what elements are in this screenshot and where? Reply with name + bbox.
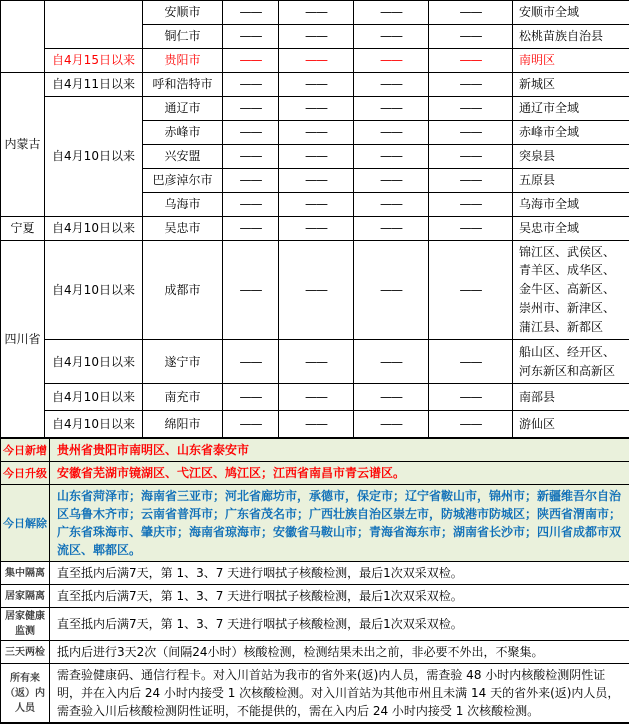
city-cell: 乌海市 [143,192,223,216]
policy-row-home-quarantine [1,585,629,608]
policy-row-three-day-two-tests [1,641,629,664]
dash-cell: —— [279,1,354,25]
table-row [1,1,629,25]
dash-cell: —— [279,96,354,120]
policy-label: 三天两检 [1,641,50,664]
dash-cell: —— [223,384,279,411]
district-cell: 南部县 [513,384,629,411]
policy-row-all-arrivals [1,664,629,724]
summary-label: 今日升级 [1,462,50,485]
dash-cell: —— [223,240,279,340]
summary-label: 今日解除 [1,485,50,562]
dash-cell: —— [354,24,429,48]
policy-content: 直至抵内后满7天，第 1、3、7 天进行咽拭子核酸检测，最后1次双采双检。 [50,585,629,608]
summary-row-upgraded-today [1,462,629,485]
dash-cell: —— [354,216,429,240]
dash-cell: —— [279,340,354,384]
dash-cell: —— [429,144,513,168]
dash-cell: —— [279,144,354,168]
dash-cell: —— [223,72,279,96]
dash-cell: —— [354,192,429,216]
dash-cell: —— [279,72,354,96]
dash-cell: —— [223,120,279,144]
city-cell: 南充市 [143,384,223,411]
dash-cell: —— [223,216,279,240]
dash-cell: —— [354,384,429,411]
dash-cell: —— [429,340,513,384]
district-cell: 安顺市全域 [513,1,629,25]
policy-label: 所有来（返）内人员 [1,664,50,724]
city-cell: 呼和浩特市 [143,72,223,96]
city-cell: 赤峰市 [143,120,223,144]
city-cell: 安顺市 [143,1,223,25]
dash-cell: —— [279,48,354,72]
province-cell: 宁夏 [1,216,45,240]
policy-label: 居家隔离 [1,585,50,608]
summary-content: 安徽省芜湖市镜湖区、弋江区、鸠江区；江西省南昌市青云谱区。 [50,462,629,485]
date-cell: 自4月10日以来 [45,240,143,340]
dash-cell: —— [429,240,513,340]
province-cell: 四川省 [1,240,45,438]
summary-content: 山东省菏泽市；海南省三亚市；河北省廊坊市，承德市，保定市；辽宁省鞍山市，锦州市；新疆维吾尔自治区乌鲁木齐市；云南省普洱市；广东省茂名市；广西壮族自治区崇左市，防城港市防城区；陕西省渭南市；广东省珠海市、肇庆市；海南省琼海市；安徽省马鞍山市；青海省海东市；湖南省长沙市；四川省成都市双流区、郫都区。 [50,485,629,562]
dash-cell: —— [429,384,513,411]
dash-cell: —— [279,216,354,240]
summary-row-released-today [1,485,629,562]
summary-row-new-today [1,439,629,462]
dash-cell: —— [354,144,429,168]
date-cell: 自4月10日以来 [45,411,143,438]
table-row [1,216,629,240]
date-cell: 自4月15日以来 [45,48,143,72]
policy-content: 直至抵内后满7天，第 1、3、7 天进行咽拭子核酸检测，最后1次双采双检。 [50,608,629,641]
table-row [1,240,629,340]
dash-cell: —— [279,24,354,48]
dash-cell: —— [429,48,513,72]
table-row [1,411,629,438]
city-cell: 成都市 [143,240,223,340]
policy-label: 集中隔离 [1,562,50,585]
city-cell: 通辽市 [143,96,223,120]
dash-cell: —— [354,96,429,120]
dash-cell: —— [223,48,279,72]
province-cell-empty [1,1,45,73]
city-cell: 铜仁市 [143,24,223,48]
date-cell: 自4月11日以来 [45,72,143,96]
dash-cell: —— [429,216,513,240]
dash-cell: —— [223,144,279,168]
dash-cell: —— [429,24,513,48]
policy-content: 抵内后进行3天2次（间隔24小时）核酸检测，检测结果未出之前，非必要不外出，不聚集。 [50,641,629,664]
district-cell: 游仙区 [513,411,629,438]
date-cell: 自4月10日以来 [45,96,143,216]
dash-cell: —— [429,168,513,192]
dash-cell: —— [429,72,513,96]
district-cell: 通辽市全域 [513,96,629,120]
dash-cell: —— [354,340,429,384]
date-cell: 自4月10日以来 [45,340,143,384]
dash-cell: —— [279,120,354,144]
dash-cell: —— [354,72,429,96]
dash-cell: —— [223,1,279,25]
district-cell: 新城区 [513,72,629,96]
district-cell: 赤峰市全域 [513,120,629,144]
city-cell: 绵阳市 [143,411,223,438]
dash-cell: —— [223,192,279,216]
district-cell: 松桃苗族自治县 [513,24,629,48]
table-row-highlighted [1,48,629,72]
district-cell: 吴忠市全域 [513,216,629,240]
date-cell: 自4月10日以来 [45,216,143,240]
dash-cell: —— [279,411,354,438]
summary-content: 贵州省贵阳市南明区、山东省泰安市 [50,439,629,462]
dash-cell: —— [429,96,513,120]
district-cell: 乌海市全域 [513,192,629,216]
policy-label: 居家健康监测 [1,608,50,641]
district-cell: 突泉县 [513,144,629,168]
dash-cell: —— [354,120,429,144]
summary-label: 今日新增 [1,439,50,462]
table-row [1,340,629,384]
policy-content: 需查验健康码、通信行程卡。对入川首站为我市的省外来(返)内人员，需查验 48 小时内核酸检测阴性证明，并在入内后 24 小时内接受 1 次核酸检测。对入川首站为其他市州且未满 14 天的省外来(返)内人员，需查验入川后核酸检测阴性证明，不能提供的，需在入内后 24 小时内接受 1 次核酸检测。 [50,664,629,724]
province-cell: 内蒙古 [1,72,45,216]
city-cell: 吴忠市 [143,216,223,240]
city-cell: 兴安盟 [143,144,223,168]
district-cell: 五原县 [513,168,629,192]
dash-cell: —— [429,1,513,25]
table-row [1,72,629,96]
dash-cell: —— [354,240,429,340]
dash-cell: —— [279,240,354,340]
summary-policy-table [0,438,629,724]
dash-cell: —— [429,120,513,144]
dash-cell: —— [223,96,279,120]
table-row [1,96,629,120]
date-cell-empty [45,1,143,49]
dash-cell: —— [429,192,513,216]
dash-cell: —— [429,411,513,438]
dash-cell: —— [223,340,279,384]
dash-cell: —— [279,168,354,192]
city-cell: 遂宁市 [143,340,223,384]
dash-cell: —— [279,384,354,411]
dash-cell: —— [354,411,429,438]
table-row [1,384,629,411]
district-cell: 南明区 [513,48,629,72]
date-cell: 自4月10日以来 [45,384,143,411]
district-cell: 锦江区、武侯区、青羊区、成华区、金牛区、高新区、崇州市、新津区、蒲江县、新都区 [513,240,629,340]
dash-cell: —— [354,1,429,25]
city-cell: 巴彦淖尔市 [143,168,223,192]
dash-cell: —— [223,411,279,438]
dash-cell: —— [354,48,429,72]
city-cell: 贵阳市 [143,48,223,72]
dash-cell: —— [279,192,354,216]
policy-content: 直至抵内后满7天，第 1、3、7 天进行咽拭子核酸检测，最后1次双采双检。 [50,562,629,585]
dash-cell: —— [223,168,279,192]
dash-cell: —— [223,24,279,48]
district-cell: 船山区、经开区、河东新区和高新区 [513,340,629,384]
dash-cell: —— [354,168,429,192]
policy-row-centralized-quarantine [1,562,629,585]
